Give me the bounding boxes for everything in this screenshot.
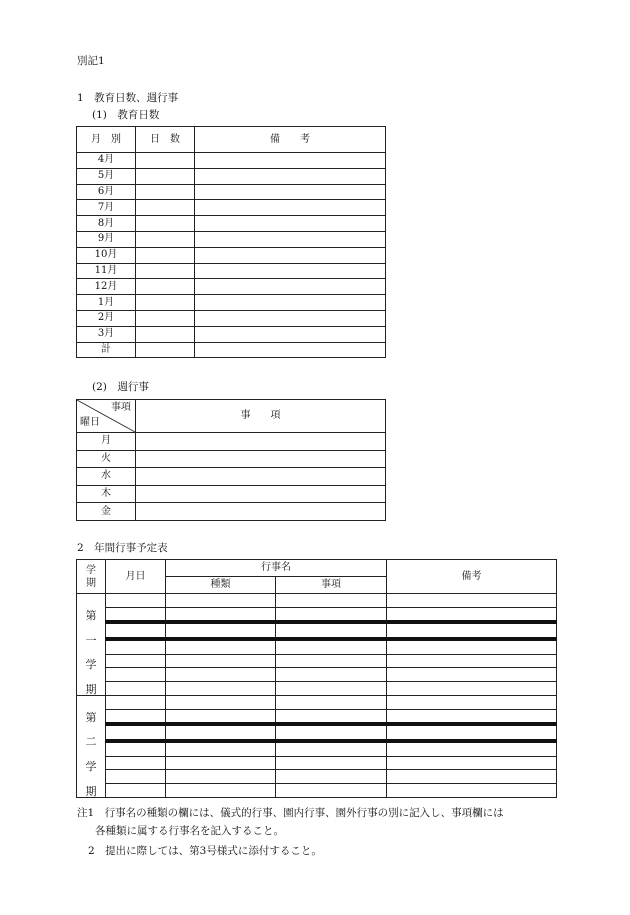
- days-cell[interactable]: [136, 342, 195, 358]
- term2-label-cell: [77, 695, 106, 797]
- subsection2-title: (2) 週行事: [92, 381, 149, 393]
- term2-char: 期: [85, 784, 97, 798]
- weekday-cell: 月: [77, 433, 136, 451]
- date-cell[interactable]: [106, 622, 166, 639]
- table-header-row: [77, 400, 386, 433]
- kind-cell[interactable]: [166, 709, 276, 724]
- month-cell: 5月: [77, 168, 136, 184]
- remarks-cell[interactable]: [195, 153, 386, 169]
- diag-label-weekday: 曜日: [80, 417, 100, 428]
- remarks-cell[interactable]: [387, 783, 557, 797]
- days-cell[interactable]: [136, 295, 195, 311]
- days-cell[interactable]: [136, 231, 195, 247]
- remarks-cell[interactable]: [387, 756, 557, 770]
- days-cell[interactable]: [136, 153, 195, 169]
- date-cell[interactable]: [106, 695, 166, 709]
- month-cell: 3月: [77, 326, 136, 342]
- month-cell: 6月: [77, 184, 136, 200]
- item-cell[interactable]: [276, 770, 387, 784]
- date-cell[interactable]: [106, 607, 166, 622]
- remarks-cell[interactable]: [195, 310, 386, 326]
- date-cell[interactable]: [106, 668, 166, 682]
- kind-cell[interactable]: [166, 654, 276, 668]
- diag-label-item: 事項: [111, 402, 131, 413]
- table-row: [77, 695, 557, 709]
- table-row: [77, 756, 557, 770]
- item-cell[interactable]: [136, 450, 386, 468]
- remarks-cell[interactable]: [195, 200, 386, 216]
- item-cell[interactable]: [276, 639, 387, 654]
- table-row: [77, 654, 557, 668]
- column-header-kind: 種類: [166, 577, 276, 594]
- education-days-table: [76, 126, 386, 358]
- item-cell[interactable]: [276, 682, 387, 696]
- term2-char: 第: [85, 710, 97, 724]
- table-row: [77, 310, 386, 326]
- date-cell[interactable]: [106, 594, 166, 608]
- date-cell[interactable]: [106, 709, 166, 724]
- remarks-cell[interactable]: [387, 724, 557, 741]
- month-cell: 12月: [77, 279, 136, 295]
- column-header-item: 事 項: [136, 400, 386, 433]
- remarks-cell[interactable]: [387, 709, 557, 724]
- kind-cell[interactable]: [166, 639, 276, 654]
- kind-cell[interactable]: [166, 783, 276, 797]
- remarks-cell[interactable]: [195, 295, 386, 311]
- remarks-cell[interactable]: [387, 682, 557, 696]
- table-row: [77, 200, 386, 216]
- table-row: [77, 639, 557, 654]
- kind-cell[interactable]: [166, 724, 276, 741]
- date-cell[interactable]: [106, 654, 166, 668]
- table-row: [77, 279, 386, 295]
- days-cell[interactable]: [136, 200, 195, 216]
- term2-char: 二: [85, 735, 97, 749]
- table-row: [77, 724, 557, 741]
- table-row: [77, 263, 386, 279]
- item-cell[interactable]: [136, 503, 386, 521]
- item-cell[interactable]: [276, 783, 387, 797]
- table-row: [77, 247, 386, 263]
- item-cell[interactable]: [136, 433, 386, 451]
- table-row: [77, 231, 386, 247]
- subsection1-title: (1) 教育日数: [92, 109, 160, 121]
- date-cell[interactable]: [106, 639, 166, 654]
- weekday-cell: 水: [77, 468, 136, 486]
- weekly-events-table: [76, 399, 386, 521]
- term1-char: 第: [85, 609, 97, 622]
- item-cell[interactable]: [276, 724, 387, 741]
- remarks-cell[interactable]: [195, 247, 386, 263]
- item-cell[interactable]: [276, 668, 387, 682]
- remarks-cell[interactable]: [387, 741, 557, 756]
- term-char-1: 学: [86, 564, 96, 576]
- weekly-events-body: [77, 433, 386, 521]
- column-header-term: [77, 560, 106, 594]
- table-row: [77, 295, 386, 311]
- remarks-cell[interactable]: [195, 342, 386, 358]
- remarks-cell[interactable]: [195, 216, 386, 232]
- weekday-cell: 金: [77, 503, 136, 521]
- date-cell[interactable]: [106, 724, 166, 741]
- remarks-cell[interactable]: [387, 654, 557, 668]
- item-cell[interactable]: [276, 594, 387, 608]
- term1-char: 期: [85, 682, 97, 696]
- section2-title: 2 年間行事予定表: [77, 542, 168, 554]
- column-header-event-name: 行事名: [166, 560, 387, 577]
- column-header-month: 月 別: [77, 127, 136, 153]
- education-days-body: [77, 153, 386, 358]
- days-cell[interactable]: [136, 310, 195, 326]
- table-row: [77, 682, 557, 696]
- table-row: [77, 709, 557, 724]
- section1-title: 1 教育日数、週行事: [77, 92, 179, 104]
- date-cell[interactable]: [106, 756, 166, 770]
- remarks-cell[interactable]: [387, 639, 557, 654]
- term1-char: 一: [85, 633, 97, 647]
- days-cell[interactable]: [136, 326, 195, 342]
- kind-cell[interactable]: [166, 695, 276, 709]
- remarks-cell[interactable]: [195, 326, 386, 342]
- table-row: [77, 184, 386, 200]
- table-row: [77, 468, 386, 486]
- date-cell[interactable]: [106, 682, 166, 696]
- month-cell: 10月: [77, 247, 136, 263]
- annex-label: 別記1: [77, 55, 105, 67]
- month-cell: 2月: [77, 310, 136, 326]
- column-header-date: 月日: [106, 560, 166, 594]
- column-header-remarks: 備考: [387, 560, 557, 594]
- remarks-cell[interactable]: [195, 263, 386, 279]
- column-header-days: 日 数: [136, 127, 195, 153]
- weekday-cell: 火: [77, 450, 136, 468]
- term2-char: 学: [85, 760, 97, 773]
- table-row: [77, 342, 386, 358]
- month-cell: 計: [77, 342, 136, 358]
- remarks-cell[interactable]: [195, 231, 386, 247]
- month-cell: 9月: [77, 231, 136, 247]
- item-cell[interactable]: [136, 468, 386, 486]
- kind-cell[interactable]: [166, 594, 276, 608]
- weekday-cell: 木: [77, 485, 136, 503]
- note-1-line-1: 注1 行事名の種類の欄には、儀式的行事、園内行事、園外行事の別に記入し、事項欄には: [77, 807, 504, 819]
- month-cell: 7月: [77, 200, 136, 216]
- remarks-cell[interactable]: [387, 594, 557, 608]
- note-1-line-2: 各種類に属する行事名を記入すること。: [95, 825, 284, 837]
- remarks-cell[interactable]: [195, 168, 386, 184]
- table-row: [77, 433, 386, 451]
- table-row: [77, 326, 386, 342]
- table-row: [77, 216, 386, 232]
- table-row: [77, 485, 386, 503]
- date-cell[interactable]: [106, 783, 166, 797]
- column-header-remarks: 備 考: [195, 127, 386, 153]
- table-row: [77, 607, 557, 622]
- days-cell[interactable]: [136, 184, 195, 200]
- item-cell[interactable]: [276, 741, 387, 756]
- remarks-cell[interactable]: [387, 695, 557, 709]
- annual-schedule-table: [76, 559, 557, 798]
- table-row: [77, 153, 386, 169]
- term1-char: 学: [85, 658, 97, 672]
- item-cell[interactable]: [276, 756, 387, 770]
- column-header-item: 事項: [276, 577, 387, 594]
- kind-cell[interactable]: [166, 741, 276, 756]
- days-cell[interactable]: [136, 216, 195, 232]
- month-cell: 8月: [77, 216, 136, 232]
- date-cell[interactable]: [106, 770, 166, 784]
- table-row: [77, 168, 386, 184]
- annual-schedule-body: [77, 594, 557, 798]
- days-cell[interactable]: [136, 168, 195, 184]
- kind-cell[interactable]: [166, 682, 276, 696]
- item-cell[interactable]: [276, 654, 387, 668]
- remarks-cell[interactable]: [387, 622, 557, 639]
- remarks-cell[interactable]: [387, 668, 557, 682]
- month-cell: 11月: [77, 263, 136, 279]
- remarks-cell[interactable]: [387, 770, 557, 784]
- table-row: [77, 668, 557, 682]
- days-cell[interactable]: [136, 247, 195, 263]
- item-cell[interactable]: [276, 622, 387, 639]
- kind-cell[interactable]: [166, 622, 276, 639]
- term-char-2: 期: [86, 577, 96, 589]
- kind-cell[interactable]: [166, 668, 276, 682]
- item-cell[interactable]: [276, 607, 387, 622]
- table-row: [77, 503, 386, 521]
- note-2: 2 提出に際しては、第3号様式に添付すること。: [88, 845, 322, 857]
- table-row: [77, 741, 557, 756]
- table-row: [77, 594, 557, 608]
- days-cell[interactable]: [136, 263, 195, 279]
- kind-cell[interactable]: [166, 756, 276, 770]
- table-row: [77, 783, 557, 797]
- term1-label-cell: [77, 594, 106, 696]
- item-cell[interactable]: [136, 485, 386, 503]
- table-row: [77, 450, 386, 468]
- remarks-cell[interactable]: [387, 607, 557, 622]
- date-cell[interactable]: [106, 741, 166, 756]
- kind-cell[interactable]: [166, 607, 276, 622]
- kind-cell[interactable]: [166, 770, 276, 784]
- month-cell: 1月: [77, 295, 136, 311]
- table-row: [77, 770, 557, 784]
- remarks-cell[interactable]: [195, 184, 386, 200]
- table-header-row: [77, 127, 386, 153]
- table-row: [77, 622, 557, 639]
- item-cell[interactable]: [276, 695, 387, 709]
- month-cell: 4月: [77, 153, 136, 169]
- table-header-row: [77, 560, 557, 577]
- item-cell[interactable]: [276, 709, 387, 724]
- diagonal-header-cell: [77, 400, 136, 433]
- remarks-cell[interactable]: [195, 279, 386, 295]
- days-cell[interactable]: [136, 279, 195, 295]
